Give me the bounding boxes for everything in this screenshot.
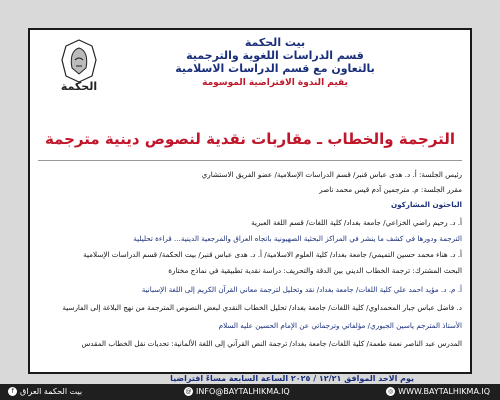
footer-social[interactable] xyxy=(8,387,82,396)
program-line: المدرس عبد الناصر نعمة طعمة/ كلية اللغات/ جامعة بغداد/ ترجمة النص القرآني إلى اللغة الألمانية: تحديات نقل الخطاب المقدس xyxy=(81,339,462,348)
header-block xyxy=(140,36,410,90)
header-line-3: بالتعاون مع قسم الدراسات الاسلامية xyxy=(175,62,375,75)
program-line: الأستاذ المترجم ياسين الجبوري/ مؤلفاتي وترجماتي عن الإمام الحسين عليه السلام xyxy=(218,321,462,330)
program-line: الترجمة ودورها في كشف ما ينشر في المراكز البحثية الصهيونية باتجاه العراق والمرجعية الدينية... قراءة تحليلية xyxy=(133,234,462,243)
footer-social-text: بيت الحكمة العراق xyxy=(20,387,83,396)
logo-text: الحكمة xyxy=(60,80,98,93)
header-line-1: بيت الحكمة xyxy=(244,36,306,49)
footer-website-text: WWW.BAYTALHIKMA.IQ xyxy=(398,387,490,396)
program-line: البحث المشترك: ترجمة الخطاب الديني بين الدقة والتحريف: دراسة نقدية تطبيقية في نماذج مختارة xyxy=(168,266,462,275)
header-line-4: يقيم الندوة الافتراضية الموسومة xyxy=(202,78,348,88)
footer-email-text: INFO@BAYTALHIKMA.IQ xyxy=(196,387,290,396)
flyer-card xyxy=(28,28,472,383)
header-line-2: قسم الدراسات اللغوية والترجمية xyxy=(186,49,364,62)
title-divider xyxy=(38,160,462,161)
program-line: الباحثون المشاركون xyxy=(390,200,462,209)
globe-icon: ◎ xyxy=(388,388,394,395)
program-line: أ. م. د. مؤيد احمد علي كلية اللغات/ جامعة بغداد/ نقد وتحليل لترجمة معاني القرآن الكريم إلى اللغة الإسبانية xyxy=(141,285,462,294)
footer-website[interactable] xyxy=(386,387,490,396)
facebook-icon: f xyxy=(8,387,17,396)
program-line: د. فاضل عباس جبار المحمداوي/ كلية اللغات/ جامعة بغداد/ تحليل الخطاب النقدي لبعض النصوص المترجمة من نهج البلاغة إلى الفارسية xyxy=(62,303,462,312)
seminar-title: الترجمة والخطاب ـ مقاربات نقدية لنصوص دينية مترجمة xyxy=(44,130,456,148)
footer-email[interactable] xyxy=(184,387,290,396)
program-line: مقرر الجلسة: م. مترجمين آدم قيس محمد ناصر xyxy=(319,185,462,194)
seminar-date: يوم الاحد الموافق ١٢/٢١ / ٢٠٢٥ الساعة السابعة مساءً افتراضيا xyxy=(170,374,414,383)
email-icon: @ xyxy=(185,388,192,395)
program-line: أ. د. رحيم راضي الخزاعي/ جامعة بغداد/ كلية اللغات/ قسم اللغة العبرية xyxy=(251,218,462,227)
footer-bar xyxy=(0,384,500,400)
program-line: رئيس الجلسة: أ. د. هدى عباس قنبر/ قسم الدراسات الإسلامية/ عضو الفريق الاستشاري xyxy=(201,170,462,179)
program-line: أ. د. هناء محمد حسين التميمي/ جامعة بغداد/ كلية العلوم الاسلامية/ أ. د. هدى عباس قنبر/ بيت الحكمة/ قسم الدراسات الإسلامية xyxy=(83,250,462,259)
